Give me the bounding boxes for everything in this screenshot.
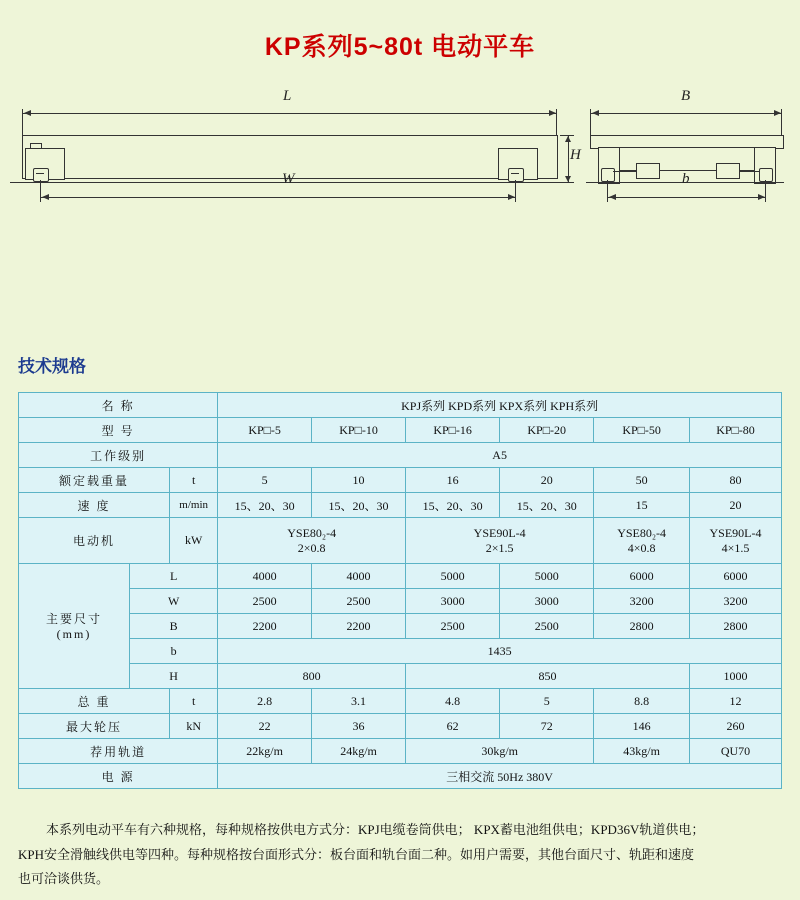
cell-L-2: 4000 <box>312 564 406 589</box>
row-label-duty: 工作级别 <box>19 443 218 468</box>
end-frame <box>598 147 776 171</box>
motor-right <box>716 163 740 179</box>
dim-line-L <box>22 113 557 114</box>
footer-line-3: 也可洽谈供货。 <box>18 871 110 887</box>
dim-label-L: L <box>283 88 292 104</box>
cell-motor-group-4 <box>690 518 782 564</box>
table-row-duty <box>19 443 782 468</box>
cell-pressure-2: 36 <box>312 714 406 739</box>
motor-power-3: 4×0.8 <box>627 540 656 555</box>
dim-arrow-B-right <box>774 110 781 116</box>
cell-load-2: 10 <box>312 468 406 493</box>
table-row-power-supply <box>19 764 782 789</box>
cell-B-4: 2500 <box>500 614 594 639</box>
dim-arrow-B-left <box>592 110 599 116</box>
table-row-dim-H <box>19 664 782 689</box>
cell-speed-4: 15、20、30 <box>500 493 594 518</box>
cell-model-6: KP□-80 <box>690 418 782 443</box>
table-row-speed <box>19 493 782 518</box>
cell-speed-6: 20 <box>690 493 782 518</box>
cell-W-1: 2500 <box>218 589 312 614</box>
ext-line-left <box>22 115 23 137</box>
cell-rail-1: 22kg/m <box>218 739 312 764</box>
dim-name-L: L <box>129 564 217 589</box>
cell-L-1: 4000 <box>218 564 312 589</box>
cell-pressure-5: 146 <box>594 714 690 739</box>
cell-B-3: 2500 <box>406 614 500 639</box>
row-unit-total-weight: t <box>170 689 218 714</box>
row-label-power-supply: 电 源 <box>19 764 218 789</box>
wheel-left <box>33 168 49 182</box>
row-value-name: KPJ系列 KPD系列 KPX系列 KPH系列 <box>218 393 782 418</box>
dim-name-W: W <box>129 589 217 614</box>
row-label-wheel-pressure: 最大轮压 <box>19 714 170 739</box>
dim-arrow-L-left <box>24 110 31 116</box>
cell-speed-2: 15、20、30 <box>312 493 406 518</box>
hub-mark-left <box>36 173 44 174</box>
table-row-total-weight <box>19 689 782 714</box>
cell-H-1: 800 <box>218 664 406 689</box>
cell-rail-4: 43kg/m <box>594 739 690 764</box>
cell-rail-5: QU70 <box>690 739 782 764</box>
cell-model-1: KP□-5 <box>218 418 312 443</box>
motor-power-2: 2×1.5 <box>485 540 514 555</box>
table-row-rail <box>19 739 782 764</box>
dim-line-W <box>40 197 516 198</box>
cell-speed-5: 15 <box>594 493 690 518</box>
cell-pressure-1: 22 <box>218 714 312 739</box>
table-row-motor <box>19 518 782 564</box>
row-unit-speed: m/min <box>170 493 218 518</box>
footer-line-1: 本系列电动平车有六种规格，每种规格按供电方式分：KPJ电缆卷筒供电； KPX蓄电池组供电；KPD36V轨道供电； <box>46 822 705 837</box>
dim-label-B: B <box>681 88 691 104</box>
dim-name-B: B <box>129 614 217 639</box>
ext-W-left <box>40 180 41 202</box>
cell-model-3: KP□-16 <box>406 418 500 443</box>
dim-arrow-W-left <box>42 194 49 200</box>
motor-power-1: 2×0.8 <box>297 540 326 555</box>
cell-motor-group-2 <box>406 518 594 564</box>
table-row-dim-L <box>19 564 782 589</box>
cell-weight-1: 2.8 <box>218 689 312 714</box>
wheel-right <box>508 168 524 182</box>
cell-L-4: 5000 <box>500 564 594 589</box>
cell-weight-5: 8.8 <box>594 689 690 714</box>
row-unit-wheel-pressure: kN <box>170 714 218 739</box>
cell-load-1: 5 <box>218 468 312 493</box>
cell-L-5: 6000 <box>594 564 690 589</box>
dim-arrow-H-bottom <box>565 176 571 182</box>
ext-W-right <box>515 180 516 202</box>
dim-line-H <box>568 135 569 182</box>
motor-model-2: YSE90L-4 <box>473 525 526 540</box>
end-wheel-right <box>759 168 773 182</box>
cell-model-4: KP□-20 <box>500 418 594 443</box>
cell-b-value: 1435 <box>218 639 782 664</box>
table-row-name <box>19 393 782 418</box>
cell-W-3: 3000 <box>406 589 500 614</box>
cell-weight-3: 4.8 <box>406 689 500 714</box>
table-row-dim-W <box>19 589 782 614</box>
row-value-power-supply: 三相交流 50Hz 380V <box>218 764 782 789</box>
ext-b-right <box>765 180 766 202</box>
table-row-dim-b <box>19 639 782 664</box>
row-label-name: 名 称 <box>19 393 218 418</box>
hub-mark-right <box>511 173 519 174</box>
dim-label-b: b <box>682 171 690 187</box>
cell-load-6: 80 <box>690 468 782 493</box>
motor-model-4: YSE90L-4 <box>709 525 762 540</box>
dim-name-H: H <box>129 664 217 689</box>
cell-weight-2: 3.1 <box>312 689 406 714</box>
row-unit-motor: kW <box>170 518 218 564</box>
table-row-dim-B <box>19 614 782 639</box>
cell-pressure-4: 72 <box>500 714 594 739</box>
cell-weight-6: 12 <box>690 689 782 714</box>
cell-load-3: 16 <box>406 468 500 493</box>
cell-W-5: 3200 <box>594 589 690 614</box>
product-drawing <box>0 85 800 285</box>
dim-arrow-b-left <box>609 194 616 200</box>
motor-left <box>636 163 660 179</box>
cell-L-6: 6000 <box>690 564 782 589</box>
table-row-wheel-pressure <box>19 714 782 739</box>
ext-B-left <box>590 115 591 137</box>
cell-speed-1: 15、20、30 <box>218 493 312 518</box>
cell-L-3: 5000 <box>406 564 500 589</box>
specification-table <box>18 392 782 789</box>
dim-label-H: H <box>570 147 581 163</box>
row-label-total-weight: 总 重 <box>19 689 170 714</box>
spec-section-heading: 技术规格 <box>18 357 86 376</box>
cell-pressure-6: 260 <box>690 714 782 739</box>
dimensions-label: 主要尺寸 <box>45 612 102 626</box>
cell-motor-group-3 <box>594 518 690 564</box>
dim-arrow-H-top <box>565 136 571 142</box>
cell-speed-3: 15、20、30 <box>406 493 500 518</box>
row-label-speed: 速 度 <box>19 493 170 518</box>
motor-model-1: YSE80₂-4 <box>287 525 337 540</box>
row-label-motor: 电动机 <box>19 518 170 564</box>
motor-power-4: 4×1.5 <box>721 540 750 555</box>
ext-B-right <box>781 115 782 137</box>
table-row-model <box>19 418 782 443</box>
cell-W-6: 3200 <box>690 589 782 614</box>
cell-motor-group-1 <box>218 518 406 564</box>
cell-pressure-3: 62 <box>406 714 500 739</box>
cell-B-6: 2800 <box>690 614 782 639</box>
dim-arrow-b-right <box>758 194 765 200</box>
row-label-model: 型 号 <box>19 418 218 443</box>
dim-name-b: b <box>129 639 217 664</box>
ext-H-bottom <box>560 182 574 183</box>
dim-label-W: W <box>282 171 295 187</box>
cell-load-5: 50 <box>594 468 690 493</box>
cell-W-2: 2500 <box>312 589 406 614</box>
row-value-duty: A5 <box>218 443 782 468</box>
cell-B-5: 2800 <box>594 614 690 639</box>
cell-weight-4: 5 <box>500 689 594 714</box>
motor-model-3: YSE80₂-4 <box>617 525 667 540</box>
dim-line-B <box>590 113 782 114</box>
page-title: KP系列5~80t 电动平车 <box>264 33 536 61</box>
cell-rail-2: 24kg/m <box>312 739 406 764</box>
dim-arrow-W-right <box>508 194 515 200</box>
cell-B-2: 2200 <box>312 614 406 639</box>
cell-model-2: KP□-10 <box>312 418 406 443</box>
cell-H-2: 850 <box>406 664 690 689</box>
cell-B-1: 2200 <box>218 614 312 639</box>
row-unit-rated-load: t <box>170 468 218 493</box>
dimensions-unit: (mm) <box>56 627 92 641</box>
dim-arrow-L-right <box>549 110 556 116</box>
ext-b-left <box>607 180 608 202</box>
cell-W-4: 3000 <box>500 589 594 614</box>
footer-line-2: KPH安全滑触线供电等四种。每种规格按台面形式分：板台面和轨台面二种。如用户需要，其他台面尺寸、轨距和速度 <box>18 846 695 862</box>
cell-load-4: 20 <box>500 468 594 493</box>
row-label-dimensions <box>19 564 130 689</box>
dim-line-b <box>607 197 766 198</box>
row-label-rail: 荐用轨道 <box>19 739 218 764</box>
ext-line-right <box>556 115 557 137</box>
cell-model-5: KP□-50 <box>594 418 690 443</box>
cell-rail-3: 30kg/m <box>406 739 594 764</box>
cell-H-3: 1000 <box>690 664 782 689</box>
table-row-rated-load <box>19 468 782 493</box>
footer-note <box>18 818 782 892</box>
row-label-rated-load: 额定载重量 <box>19 468 170 493</box>
